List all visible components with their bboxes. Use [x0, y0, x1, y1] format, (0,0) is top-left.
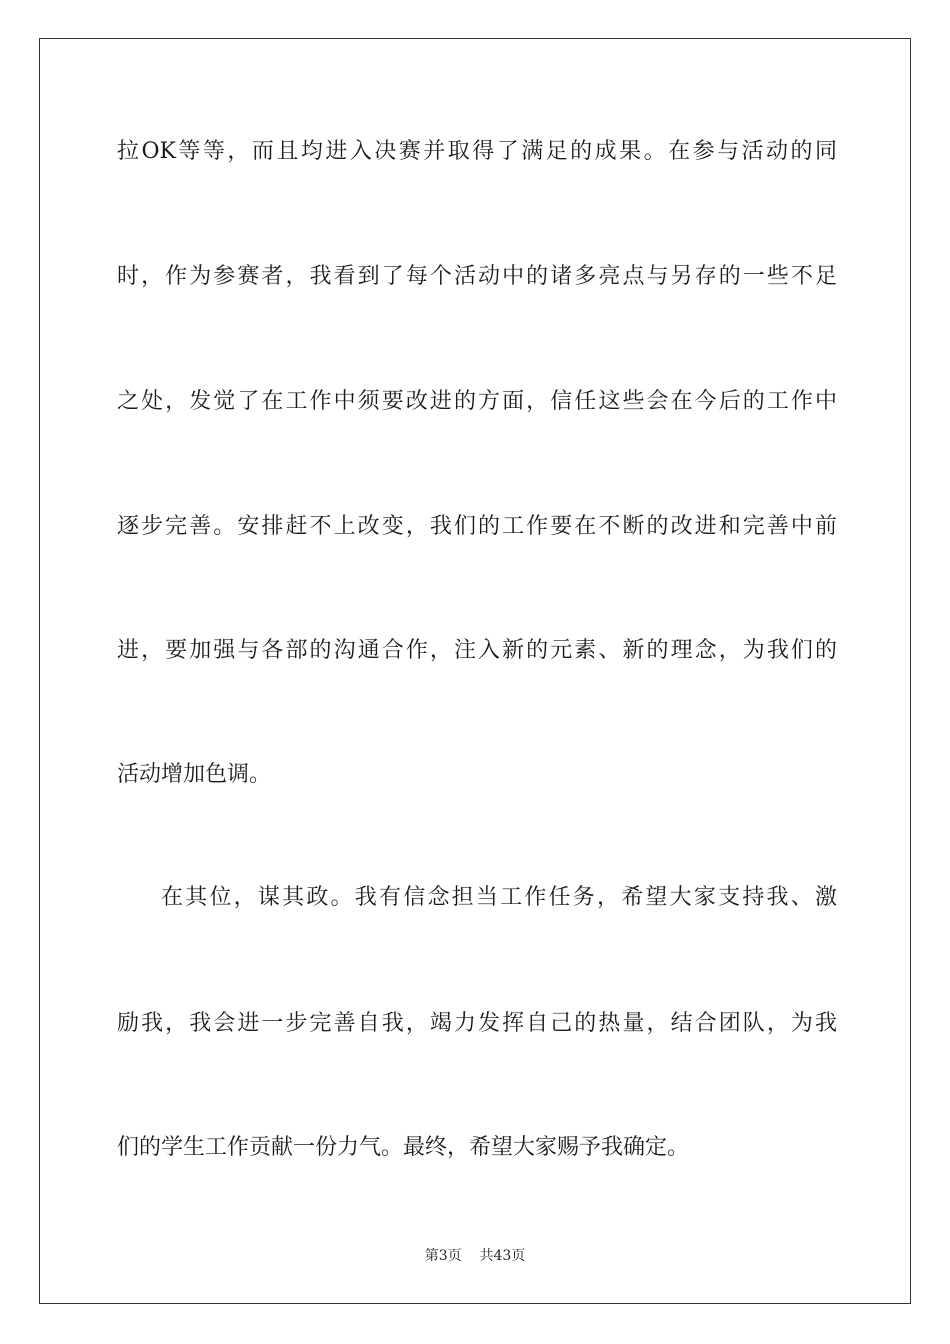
page-number: 第3页 [424, 1248, 462, 1264]
page-footer [0, 1247, 950, 1265]
body-text-line-5: 进，要加强与各部的沟通合作，注入新的元素、新的理念，为我们的 [117, 638, 837, 663]
body-text-line-7: 在其位，谋其政。我有信念担当工作任务，希望大家支持我、激 [161, 885, 837, 910]
body-text-line-3: 之处，发觉了在工作中须要改进的方面，信任这些会在今后的工作中 [117, 389, 837, 414]
body-text-line-9: 们的学生工作贡献一份力气。最终，希望大家赐予我确定。 [117, 1135, 690, 1160]
total-pages: 共43页 [479, 1248, 526, 1264]
body-text-line-8: 励我，我会进一步完善自我，竭力发挥自己的热量，结合团队，为我 [117, 1011, 837, 1036]
body-text-line-6: 活动增加色调。 [117, 762, 272, 787]
body-text-line-1: 拉OK等等，而且均进入决赛并取得了满足的成果。在参与活动的同 [117, 139, 837, 164]
body-text-line-2: 时，作为参赛者，我看到了每个活动中的诸多亮点与另存的一些不足 [117, 264, 837, 289]
body-text-line-4: 逐步完善。安排赶不上改变，我们的工作要在不断的改进和完善中前 [117, 514, 837, 539]
page-border [39, 38, 911, 1304]
